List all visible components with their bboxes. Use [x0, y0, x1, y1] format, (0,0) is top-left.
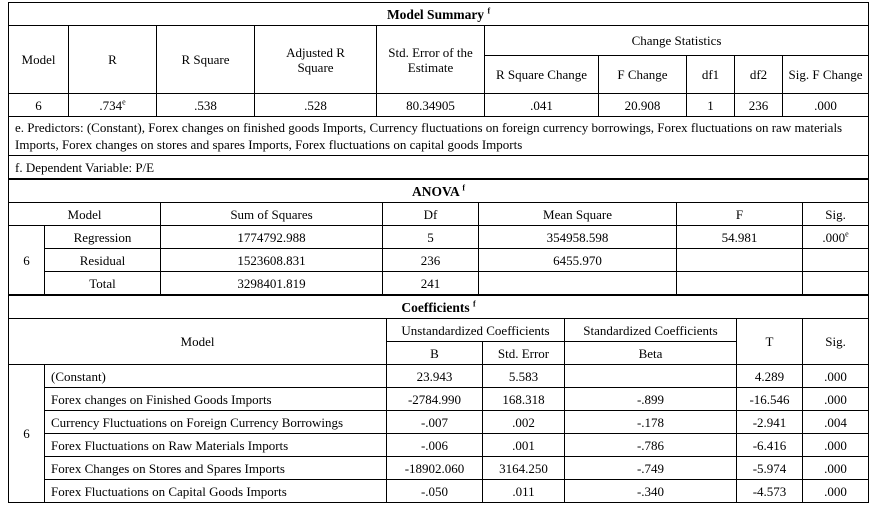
- coef-cell-sig: .004: [803, 411, 869, 434]
- coef-row: [9, 388, 869, 411]
- anova-cell-sig: .000e: [803, 226, 869, 249]
- coef-cell-beta: -.340: [565, 480, 737, 503]
- coef-cell-t: -2.941: [737, 411, 803, 434]
- coef-cell-t: -5.974: [737, 457, 803, 480]
- coef-row: [9, 457, 869, 480]
- cell-r-square: .538: [157, 94, 255, 117]
- coef-cell-se: .011: [483, 480, 565, 503]
- anova-title: ANOVA $^f$: [9, 180, 869, 203]
- cell-model: 6: [9, 94, 69, 117]
- cell-std-error: 80.34905: [377, 94, 485, 117]
- anova-row-label: Regression: [45, 226, 161, 249]
- coef-cell-sig: .000: [803, 480, 869, 503]
- coef-cell-sig: .000: [803, 434, 869, 457]
- coef-header-standardized: Standardized Coefficients: [565, 319, 737, 342]
- coef-cell-beta: [565, 365, 737, 388]
- coef-cell-se: 3164.250: [483, 457, 565, 480]
- coef-row-label: Forex Fluctuations on Raw Materials Imports: [45, 434, 387, 457]
- header-adjusted-r-square: Adjusted R Square: [255, 26, 377, 94]
- coef-cell-sig: .000: [803, 365, 869, 388]
- anova-cell-sig: [803, 272, 869, 295]
- coef-cell-sig: .000: [803, 388, 869, 411]
- coefficients-table: [8, 295, 869, 503]
- coef-header-b: B: [387, 342, 483, 365]
- anova-cell-ms: [479, 272, 677, 295]
- anova-row-label: Total: [45, 272, 161, 295]
- coef-model-number: 6: [9, 365, 45, 503]
- anova-row-total: [9, 272, 869, 295]
- cell-r: .734e: [69, 94, 157, 117]
- cell-adj-r-square: .528: [255, 94, 377, 117]
- anova-row-label: Residual: [45, 249, 161, 272]
- cell-df2: 236: [735, 94, 783, 117]
- coef-cell-b: -.050: [387, 480, 483, 503]
- coef-row: [9, 480, 869, 503]
- anova-header-sig: Sig.: [803, 203, 869, 226]
- coef-header-model: Model: [9, 319, 387, 365]
- anova-row-residual: [9, 249, 869, 272]
- header-change-statistics: Change Statistics: [485, 26, 869, 56]
- coef-cell-t: -16.546: [737, 388, 803, 411]
- coef-cell-t: -6.416: [737, 434, 803, 457]
- dependent-variable-note: f. Dependent Variable: P/E: [9, 156, 869, 179]
- anova-header-mean-square: Mean Square: [479, 203, 677, 226]
- coef-cell-t: 4.289: [737, 365, 803, 388]
- coef-cell-se: 168.318: [483, 388, 565, 411]
- coef-cell-se: .001: [483, 434, 565, 457]
- anova-cell-ms: 354958.598: [479, 226, 677, 249]
- coef-cell-beta: -.786: [565, 434, 737, 457]
- statistics-tables: [8, 2, 868, 503]
- anova-header-sum-of-squares: Sum of Squares: [161, 203, 383, 226]
- cell-sig-f-change: .000: [783, 94, 869, 117]
- coef-cell-b: -2784.990: [387, 388, 483, 411]
- coef-cell-t: -4.573: [737, 480, 803, 503]
- anova-cell-df: 5: [383, 226, 479, 249]
- header-std-error-estimate: Std. Error of the Estimate: [377, 26, 485, 94]
- coef-row-label: (Constant): [45, 365, 387, 388]
- model-summary-table: [8, 2, 869, 179]
- predictors-note: e. Predictors: (Constant), Forex changes on finished goods Imports, Currency fluctuations on foreign currency borrowings, Forex fluctuations on raw materials Imports, Forex changes on stores and spares Imports, Forex fluctuations on capital goods Imports: [9, 117, 869, 156]
- coef-row: [9, 365, 869, 388]
- coef-row-label: Forex Fluctuations on Capital Goods Imports: [45, 480, 387, 503]
- anova-header-df: Df: [383, 203, 479, 226]
- header-sig-f-change: Sig. F Change: [783, 56, 869, 94]
- coef-cell-b: -.007: [387, 411, 483, 434]
- coef-cell-se: 5.583: [483, 365, 565, 388]
- cell-f-change: 20.908: [599, 94, 687, 117]
- anova-header-model: Model: [9, 203, 161, 226]
- anova-cell-ss: 3298401.819: [161, 272, 383, 295]
- anova-cell-df: 236: [383, 249, 479, 272]
- coef-cell-b: 23.943: [387, 365, 483, 388]
- header-df2: df2: [735, 56, 783, 94]
- anova-cell-sig: [803, 249, 869, 272]
- anova-cell-f: [677, 249, 803, 272]
- header-model: Model: [9, 26, 69, 94]
- coef-row-label: Currency Fluctuations on Foreign Currency Borrowings: [45, 411, 387, 434]
- anova-cell-ss: 1774792.988: [161, 226, 383, 249]
- coef-row-label: Forex changes on Finished Goods Imports: [45, 388, 387, 411]
- anova-row-regression: [9, 226, 869, 249]
- coef-header-std-error: Std. Error: [483, 342, 565, 365]
- model-summary-title: Model Summary $^f$: [9, 3, 869, 26]
- cell-r-square-change: .041: [485, 94, 599, 117]
- coefficients-title: Coefficients $^f$: [9, 296, 869, 319]
- model-summary-row: [9, 94, 869, 117]
- cell-df1: 1: [687, 94, 735, 117]
- header-r-square-change: R Square Change: [485, 56, 599, 94]
- header-f-change: F Change: [599, 56, 687, 94]
- header-r-square: R Square: [157, 26, 255, 94]
- anova-table: [8, 179, 869, 295]
- coef-cell-beta: -.178: [565, 411, 737, 434]
- coef-row-label: Forex Changes on Stores and Spares Imports: [45, 457, 387, 480]
- anova-cell-ss: 1523608.831: [161, 249, 383, 272]
- coef-header-beta: Beta: [565, 342, 737, 365]
- coef-cell-beta: -.899: [565, 388, 737, 411]
- coef-row: [9, 434, 869, 457]
- anova-cell-f: [677, 272, 803, 295]
- header-r: R: [69, 26, 157, 94]
- coef-cell-b: -18902.060: [387, 457, 483, 480]
- anova-model-number: 6: [9, 226, 45, 295]
- anova-header-f: F: [677, 203, 803, 226]
- coef-header-t: T: [737, 319, 803, 365]
- coef-cell-beta: -.749: [565, 457, 737, 480]
- coef-header-sig: Sig.: [803, 319, 869, 365]
- coef-row: [9, 411, 869, 434]
- coef-cell-se: .002: [483, 411, 565, 434]
- coef-cell-b: -.006: [387, 434, 483, 457]
- anova-cell-df: 241: [383, 272, 479, 295]
- coef-header-unstandardized: Unstandardized Coefficients: [387, 319, 565, 342]
- header-df1: df1: [687, 56, 735, 94]
- anova-cell-ms: 6455.970: [479, 249, 677, 272]
- coef-cell-sig: .000: [803, 457, 869, 480]
- anova-cell-f: 54.981: [677, 226, 803, 249]
